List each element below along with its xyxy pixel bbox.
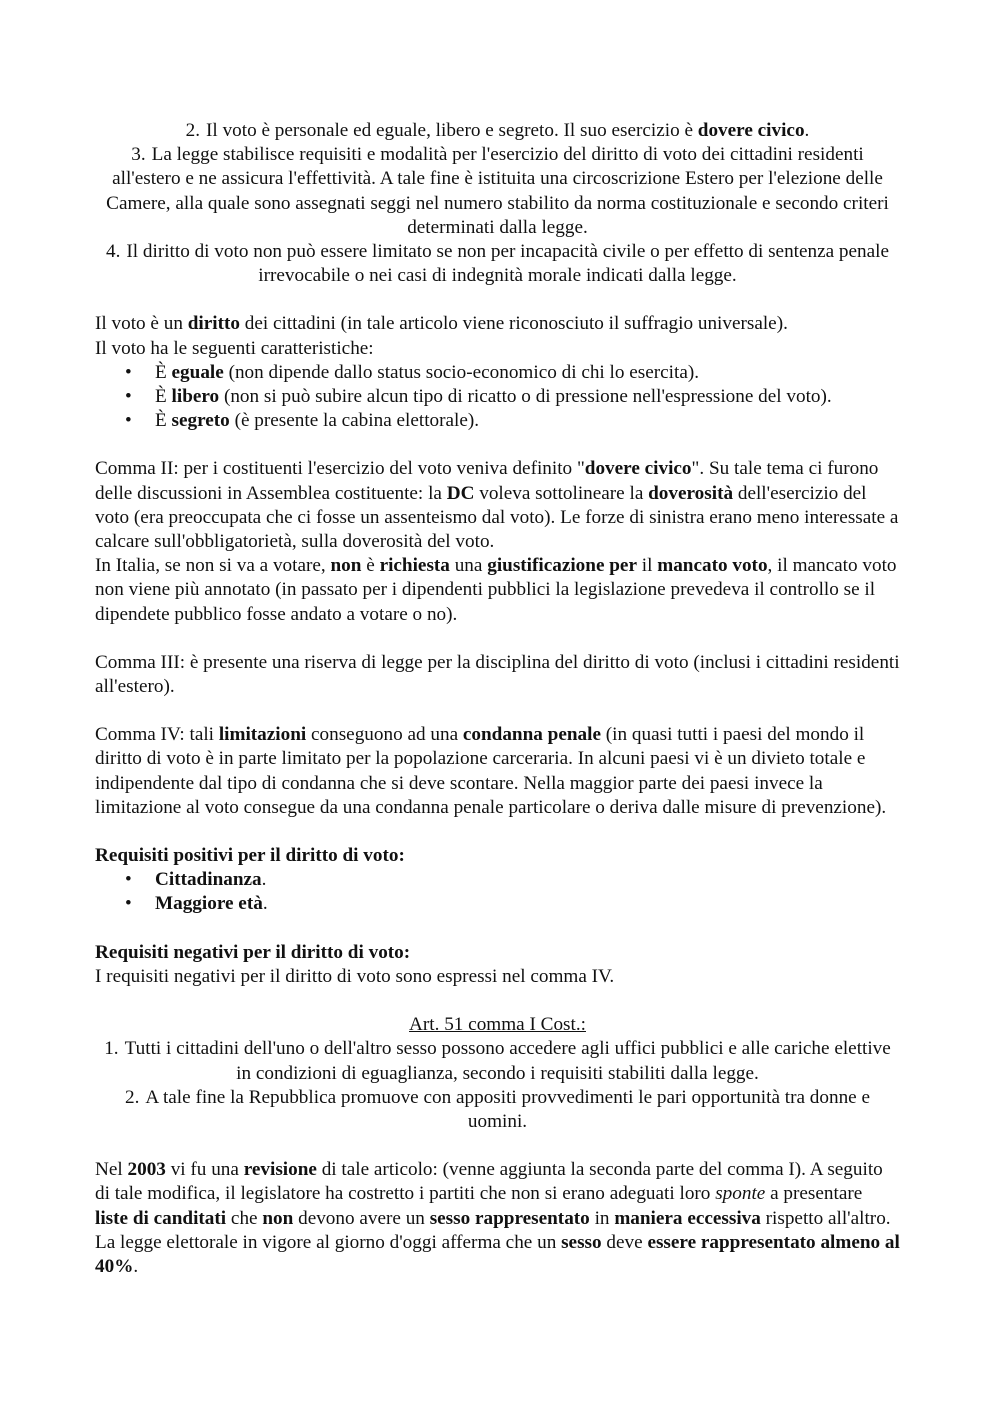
list-number: 3. <box>131 144 146 166</box>
positive-list <box>95 868 900 916</box>
list-number: 4. <box>105 241 121 263</box>
list-item: • Maggiore età. <box>125 892 900 916</box>
comma3-paragraph: Comma III: è presente una riserva di legge per la disciplina del diritto di voto (inclusi i cittadini residenti all'estero). <box>95 651 900 698</box>
art48-item-2: 2. Il voto è personale ed eguale, libero e segreto. Il suo esercizio è dovere civico. <box>185 120 810 141</box>
art51-item-1: 1. Tutti i cittadini dell'uno o dell'altro sesso possono accedere agli uffici pubblici e alle cariche elettive in condizioni di eguaglianza, secondo i requisiti stabiliti dalla legge. <box>104 1038 891 1084</box>
list-item: • È eguale (non dipende dallo status socio-economico di chi lo esercita). <box>125 361 900 385</box>
art51-title: Art. 51 comma I Cost.: <box>409 1014 586 1036</box>
list-number: 2. <box>185 120 201 141</box>
positive-heading: Requisiti positivi per il diritto di voto: <box>95 845 405 867</box>
list-item: • È segreto (è presente la cabina elettorale). <box>125 409 900 433</box>
art48-item-3: 3. La legge stabilisce requisiti e modalità per l'esercizio del diritto di voto dei cittadini residenti all'estero e ne assicura l'effettività. A tale fine è istituita una circoscrizione Estero per l'elezione delle Camere, alla quale sono assegnati seggi nel numero stabilito da norma costituzionale e secondo criteri determinati dalla legge. <box>106 144 889 238</box>
list-item: • È libero (non si può subire alcun tipo di ricatto o di pressione nell'espressione del voto). <box>125 385 900 409</box>
art48-item-4: 4. Il diritto di voto non può essere limitato se non per incapacità civile o per effetto di sentenza penale irrevocabile o nei casi di indegnità morale indicati dalla legge. <box>105 241 890 287</box>
characteristics-list <box>95 361 900 434</box>
document-content <box>95 119 900 1279</box>
art48-list <box>95 119 900 288</box>
art51-list <box>95 1037 900 1134</box>
list-number: 2. <box>124 1086 140 1108</box>
comma2-paragraph: Comma II: per i costituenti l'esercizio del voto veniva definito "dovere civico". Su tale tema ci furono delle discussioni in Assemblea costituente: la DC voleva sottolineare la doverosità dell'esercizio del voto (era preoccupata che ci fosse un assenteismo dal voto). Le forze di sinistra erano meno interessate a calcare sull'obbligatorietà, sulla doverosità del voto. <box>95 458 899 553</box>
negative-heading: Requisiti negativi per il diritto di voto: <box>95 941 411 963</box>
intro-paragraph: Il voto è un diritto dei cittadini (in tale articolo viene riconosciuto il suffragio universale). <box>95 313 788 335</box>
comma2-paragraph-2: In Italia, se non si va a votare, non è richiesta una giustificazione per il mancato voto, il mancato voto non viene più annotato (in passato per i dipendenti pubblici la legislazione prevedeva il controllo se il dipendete pubblico fosse andato a votare o no). <box>95 555 897 625</box>
list-number: 1. <box>104 1038 119 1060</box>
comma4-paragraph: Comma IV: tali limitazioni conseguono ad una condanna penale (in quasi tutti i paesi del mondo il diritto di voto è in parte limitato per la popolazione carceraria. In alcuni paesi vi è un divieto totale e indipendente dal tipo di condanna che si deve scontare. Nella maggior parte dei paesi invece la limitazione al voto consegue da una condanna penale particolare o deriva dalle misure di prevenzione). <box>95 724 887 818</box>
list-item: • Cittadinanza. <box>125 868 900 892</box>
intro-line: Il voto ha le seguenti caratteristiche: <box>95 337 374 359</box>
revision-paragraph: Nel 2003 vi fu una revisione di tale articolo: (venne aggiunta la seconda parte del comma I). A seguito di tale modifica, il legislatore ha costretto i partiti che non si erano adeguati loro sponte a presentare liste di canditati che non devono avere un sesso rappresentato in maniera eccessiva rispetto all'altro. La legge elettorale in vigore al giorno d'oggi afferma che un sesso deve essere rappresentato almeno al 40%. <box>95 1159 900 1277</box>
negative-text: I requisiti negativi per il diritto di voto sono espressi nel comma IV. <box>95 965 615 987</box>
art51-item-2: 2. A tale fine la Repubblica promuove con appositi provvedimenti le pari opportunità tra donne e uomini. <box>124 1086 871 1132</box>
